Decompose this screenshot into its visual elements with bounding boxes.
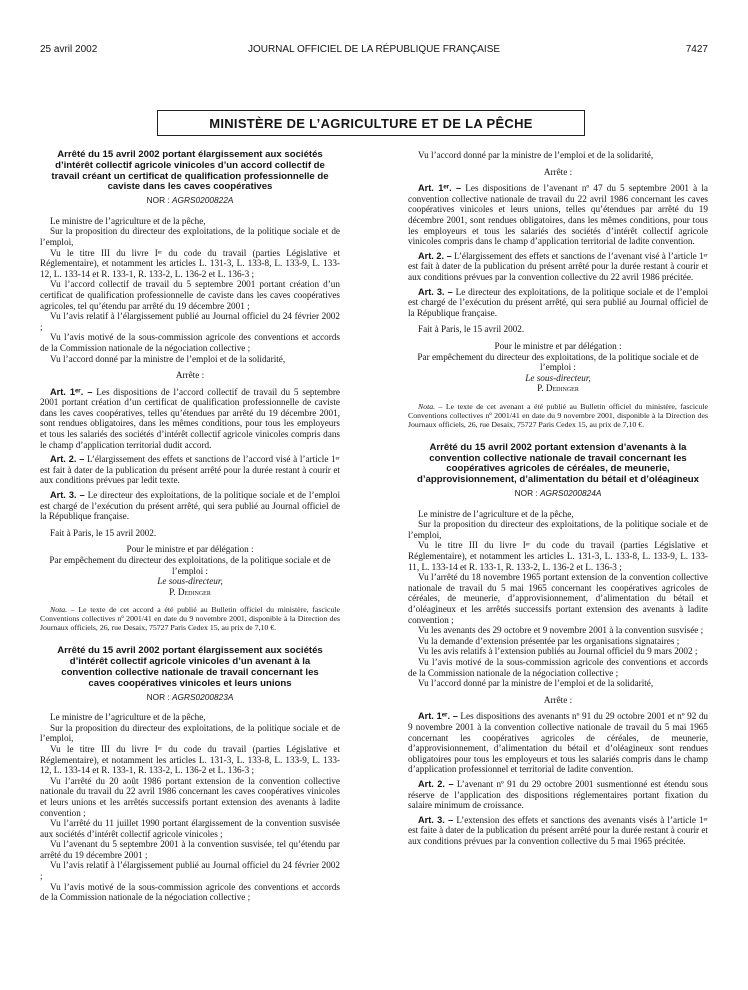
visa-paragraph: Vu l’avenant du 5 septembre 2001 à la convention susvisée, tel qu’étendu par arrêté du 19 décembre 2001 ; bbox=[40, 839, 340, 860]
signing-place-date: Fait à Paris, le 15 avril 2002. bbox=[418, 324, 525, 335]
nor-code: AGRS0200823A bbox=[172, 691, 234, 702]
visa-paragraph: Vu l’arrêté du 20 août 1986 portant extension de la convention collective nationale du travail du 22 avril 1986 concernant les caves coopératives vinicoles et leurs unions et les arrêtés successifs portant extension des avenants à ladite convention ; bbox=[40, 775, 340, 818]
visa-paragraph: Vu les avis relatifs à l’extension publiés au Journal officiel du 9 mars 2002 ; bbox=[418, 646, 698, 657]
article-text: Les dispositions des avenants nº 91 du 29 octobre 2001 et nº 92 du 9 novembre 2001 à la convention collective nationale de travail du 5 mai 1965 concernant les coopératives agricoles de céréales, de meunerie, d’approvisionnement, d’alimentation du bétail et d’oléagineux sont rendues obligatoires pour tous les employeurs et tous les salariés compris dans le champ d’application professionnel et territorial de ladite convention. bbox=[408, 711, 709, 775]
nota-text: Le texte de cet avenant a été publié au Bulletin officiel du ministère, fascicule Conventions collectives nº 2001/41 en date du 9 novembre 2001, disponible à la Direction des Journaux officiels, 26, rue Desaix, 75727 Paris Cedex 15, au prix de 7,10 €. bbox=[408, 401, 708, 429]
visa-paragraph: Sur la proposition du directeur des exploitations, de la politique sociale et de l’emploi, bbox=[40, 226, 340, 247]
signature-impediment: Par empêchement du directeur des exploitations, de la politique sociale et de l’emploi : bbox=[49, 555, 331, 576]
visa-paragraph: Sur la proposition du directeur des exploitations, de la politique sociale et de l’emploi, bbox=[408, 519, 708, 540]
article-label: Art. 1ᵉʳ. – bbox=[418, 711, 458, 722]
article-text: Le directeur des exploitations, de la politique sociale et de l’emploi est chargé de l’exécution du présent arrêté, qui sera publié au Journal officiel de la République française. bbox=[408, 286, 709, 318]
visa-paragraph: Vu l’accord donné par la ministre de l’emploi et de la solidarité, bbox=[418, 150, 654, 160]
visa-paragraph: Vu l’accord donné par la ministre de l’emploi et de la solidarité, bbox=[50, 353, 286, 364]
signatory-title: Le sous-directeur, bbox=[157, 576, 223, 587]
article-text: L’avenant nº 91 du 29 octobre 2001 susmentionné est étendu sous réserve de l’application des dispositions réglementaires portant fixation du salaire minimum de croissance. bbox=[408, 778, 709, 811]
header-journal-title: JOURNAL OFFICIEL DE LA RÉPUBLIQUE FRANÇAISE bbox=[247, 44, 501, 55]
article-label: Art. 3. – bbox=[418, 286, 453, 297]
article bbox=[408, 251, 708, 283]
visa-paragraph: Vu l’arrêté du 11 juillet 1990 portant élargissement de la convention susvisée aux sociétés d’intérêt collectif agricole vinicoles ; bbox=[40, 818, 340, 839]
visa-paragraph: Le ministre de l’agriculture et de la pêche, bbox=[418, 508, 574, 519]
article-text: L’élargissement des effets et sanctions de l’accord visé à l’article 1ᵉʳ est fait à dater de la publication du présent arrêté pour la durée restant à courir et aux conditions prévues par ledit texte. bbox=[40, 454, 340, 486]
decree-nor bbox=[408, 488, 708, 499]
article-label: Art. 1ᵉʳ. – bbox=[50, 386, 93, 397]
article bbox=[408, 779, 708, 811]
arrete-heading: Arrête : bbox=[543, 166, 573, 177]
left-column bbox=[40, 150, 340, 903]
nor-code: AGRS0200824A bbox=[540, 488, 602, 499]
visa-paragraph: Vu l’accord donné par la ministre de l’emploi et de la solidarité, bbox=[418, 678, 654, 689]
arrete-heading: Arrête : bbox=[175, 370, 205, 381]
visa-paragraph: Le ministre de l’agriculture et de la pêche, bbox=[50, 215, 206, 226]
visa-paragraph: Vu le titre III du livre Iᵉʳ du code du travail (parties Législative et Réglementaire), et notamment les articles L. 131-3, L. 133-8, L. 133-9, L. 133-12, L. 133-14 et R. 133-1, R. 133-2, L. 136-2 et L. 136-3 ; bbox=[40, 247, 340, 279]
visa-paragraph: Vu le titre III du livre Iᵉʳ du code du travail (parties Législative et Réglementaire), et notamment les articles L. 131-3, L. 133-8, L. 133-9, L. 133-12, L. 133-14 et R. 133-1, R. 133-2, L. 136-2 et L. 136-3 ; bbox=[40, 743, 340, 776]
article bbox=[40, 490, 340, 522]
visa-paragraph: Vu le titre III du livre Iᵉʳ du code du travail (parties Législative et Réglementaire), et notamment les articles L. 131-3, L. 133-8, L. 133-9, L. 133-11, L. 133-14 et R. 133-1, R. 133-2, L. 136-2 et L. 136-3 ; bbox=[408, 540, 708, 572]
article-text: Le directeur des exploitations, de la politique sociale et de l’emploi est chargé de l’exécution du présent arrêté, qui sera publié au Journal officiel de la République française. bbox=[40, 490, 341, 522]
ministry-banner bbox=[157, 110, 585, 136]
signature-delegation: Pour le ministre et par délégation : bbox=[126, 544, 254, 555]
decree-1 bbox=[40, 150, 340, 632]
visa-paragraph: Vu l’avis motivé de la sous-commission agricole des conventions et accords de la Commission nationale de la négociation collective ; bbox=[40, 332, 340, 353]
article-text: L’extension des effets et sanctions des avenants visés à l’article 1ᵉʳ est faite à dater de la publication du présent arrêté pour la durée restant à courir et aux conditions prévues par la convention collective du 5 mai 1965 précitée. bbox=[408, 814, 709, 846]
nota-label: Nota. – bbox=[50, 605, 75, 615]
article-label: Art. 2. – bbox=[418, 778, 454, 789]
article-text: L’élargissement des effets et sanctions de l’avenant visé à l’article 1ᵉʳ est fait à dater de la publication du présent arrêté pour la durée restant à courir et aux conditions prévues par la convention collective du 22 avril 1986 précitée. bbox=[408, 250, 709, 282]
article-label: Art. 2. – bbox=[50, 454, 85, 465]
decree-title: Arrêté du 15 avril 2002 portant extension d’avenants à la convention collective nationale de travail concernant les coopératives agricoles de céréales, de meunerie, d’approvisionnement, d’alimentation du bétail et d’oléagineux bbox=[417, 441, 699, 486]
visa-paragraph: Vu l’arrêté du 18 novembre 1965 portant extension de la convention collective nationale de travail du 5 mai 1965 concernant les coopératives agricoles de céréales, de meunerie, d’approvisionnement, d’alimentation du bétail et d’oléagineux et les arrêtés successifs portant extension des avenants à ladite convention ; bbox=[408, 572, 708, 625]
page-header bbox=[40, 44, 708, 60]
signature-impediment: Par empêchement du directeur des exploitations, de la politique sociale et de l’emploi : bbox=[417, 351, 699, 373]
article-text: Les dispositions de l’avenant nº 47 du 5 septembre 2001 à la convention collective nationale de travail du 22 avril 1986 concernant les caves coopératives vinicoles et leurs unions, telles qu’étendues par arrêté du 19 décembre 2001, sont rendues obligatoires, dans les mêmes conditions, pour tous les employeurs et tous les salariés des sociétés d’intérêt collectif agricole vinicoles compris dans le champ d’application territorial de ladite convention. bbox=[408, 183, 709, 247]
decree-3 bbox=[408, 443, 708, 847]
article bbox=[408, 711, 708, 775]
ministry-title: MINISTÈRE DE L’AGRICULTURE ET DE LA PÊCHE bbox=[209, 115, 533, 131]
nota-note bbox=[408, 402, 708, 429]
article bbox=[408, 287, 708, 319]
nota-text: Le texte de cet accord a été publié au Bulletin officiel du ministère, fascicule Conventions collectives nº 2001/41 en date du 9 novembre 2001, disponible à la Direction des Journaux officiels, 26, rue Desaix, 75727 Paris Cedex 15, au prix de 7,10 €. bbox=[40, 605, 340, 633]
article bbox=[408, 183, 708, 247]
signatory-title: Le sous-directeur, bbox=[525, 372, 591, 383]
nota-note bbox=[40, 605, 340, 632]
decree-nor bbox=[40, 692, 340, 703]
article-label: Art. 3. – bbox=[418, 814, 454, 825]
decree-nor bbox=[40, 195, 340, 206]
decree-2-continued bbox=[408, 150, 708, 429]
visa-paragraph: Vu la demande d’extension présentée par les organisations signataires ; bbox=[418, 635, 680, 646]
article-label: Art. 1ᵉʳ. – bbox=[418, 183, 462, 194]
signatory-name: P. Dedinger bbox=[169, 586, 211, 597]
visa-paragraph: Le ministre de l’agriculture et de la pêche, bbox=[50, 712, 206, 723]
signature-delegation: Pour le ministre et par délégation : bbox=[494, 340, 622, 351]
visa-paragraph: Sur la proposition du directeur des exploitations, de la politique sociale et de l’emploi, bbox=[40, 722, 340, 744]
visa-paragraph: Vu l’avis relatif à l’élargissement publié au Journal officiel du 24 février 2002 ; bbox=[40, 311, 340, 332]
article-text: Les dispositions de l’accord collectif de travail du 5 septembre 2001 portant création d’un certificat de qualification professionnelle de caviste dans les caves coopératives, telles qu’étendues par arrêté du 19 décembre 2001, sont rendues obligatoires, dans les mêmes conditions, pour tous les employeurs et tous les salariés des sociétés d’intérêt collectif agricole vinicoles compris dans le champ d’application territorial dudit accord. bbox=[40, 386, 341, 450]
article-label: Art. 2. – bbox=[418, 250, 452, 261]
header-date: 25 avril 2002 bbox=[40, 44, 98, 55]
decree-2 bbox=[40, 646, 340, 902]
article bbox=[408, 815, 708, 847]
article bbox=[40, 387, 340, 451]
nota-label: Nota. – bbox=[418, 401, 443, 411]
signing-place-date: Fait à Paris, le 15 avril 2002. bbox=[50, 527, 157, 538]
signature-block bbox=[40, 544, 340, 597]
nor-label: NOR : bbox=[514, 488, 538, 499]
article bbox=[40, 454, 340, 486]
visa-paragraph: Vu l’avis motivé de la sous-commission agricole des conventions et accords de la Commission nationale de la négociation collective ; bbox=[408, 656, 708, 678]
signatory-name: P. Dedinger bbox=[537, 383, 579, 394]
visa-paragraph: Vu l’avis motivé de la sous-commission agricole des conventions et accords de la Commission nationale de la négociation collective ; bbox=[40, 881, 340, 903]
nor-code: AGRS0200822A bbox=[172, 195, 234, 206]
decree-title: Arrêté du 15 avril 2002 portant élargissement aux sociétés d’intérêt collectif agricole vinicoles d’un accord collectif de travail créant un certificat de qualification professionnelle de caviste dans les caves coopératives bbox=[51, 149, 329, 193]
article-label: Art. 3. – bbox=[50, 490, 85, 501]
arrete-heading: Arrête : bbox=[543, 694, 573, 705]
header-page-number: 7427 bbox=[685, 44, 708, 55]
nor-label: NOR : bbox=[146, 195, 170, 206]
visa-paragraph: Vu l’accord collectif de travail du 5 septembre 2001 portant création d’un certificat de qualification professionnelle de caviste dans les caves coopératives agricoles, tel qu’étendu par arrêté du 19 décembre 2001 ; bbox=[40, 279, 340, 311]
nor-label: NOR : bbox=[146, 691, 170, 702]
visa-paragraph: Vu l’avis relatif à l’élargissement publié au Journal officiel du 24 février 2002 ; bbox=[40, 860, 340, 882]
signature-block bbox=[408, 341, 708, 394]
right-column bbox=[408, 150, 708, 846]
decree-title: Arrêté du 15 avril 2002 portant élargissement aux sociétés d’intérêt collectif agricole vinicoles d’un avenant à la convention collective nationale de travail concernant les caves coopératives vinicoles et leurs unions bbox=[57, 645, 323, 689]
visa-paragraph: Vu les avenants des 29 octobre et 9 novembre 2001 à la convention susvisée ; bbox=[418, 625, 704, 636]
